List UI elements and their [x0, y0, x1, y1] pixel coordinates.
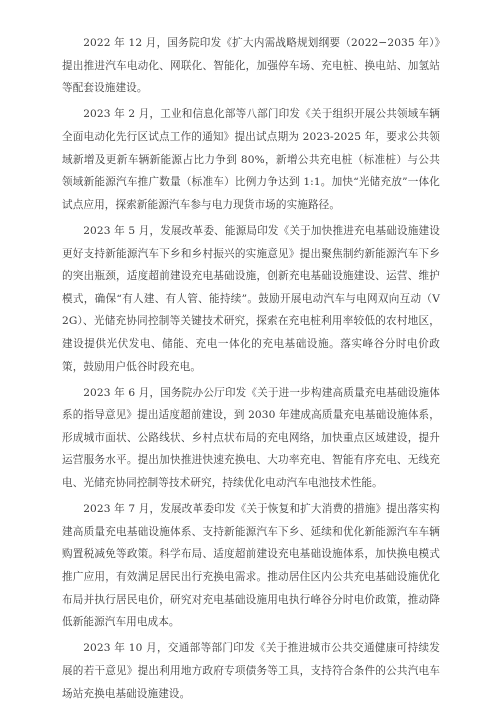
- policy-paragraph-2022-12: 2022 年 12 月，国务院印发《扩大内需战略规划纲要（2022−2035 年）》提出推进汽车电动化、网联化、智能化，加强停车场、充电桩、换电站、加氢站等配套设施建设。: [62, 37, 440, 95]
- policy-paragraph-2023-05: 2023 年 5 月，发展改革委、能源局印发《关于加快推进充电基础设施建设更好支持新能源汽车下乡和乡村振兴的实施意见》提出聚焦制约新能源汽车下乡的突出瓶颈，适度超前建设充电基础设施，创新充电基础设施建设、运营、维护模式，确保“有人建、有人管、能持续”。鼓励开展电动汽车与电网双向互动（V2G）、光储充协同控制等关键技术研究，探索在充电桩利用率较低的农村地区，建设提供光伏发电、储能、充电一体化的充电基础设施。落实峰谷分时电价政策，鼓励用户低谷时段充电。: [62, 224, 440, 373]
- policy-paragraph-2023-02: 2023 年 2 月，工业和信息化部等八部门印发《关于组织开展公共领域车辆全面电动化先行区试点工作的通知》提出试点期为 2023-2025 年，要求公共领域新增及更新车辆新能源占比力争到 80%，新增公共充电桩（标准桩）与公共领域新能源汽车推广数量（标准车）比例力争达到 1:1。加快“光储充放”一体化试点应用，探索新能源汽车参与电力现货市场的实施路径。: [62, 108, 440, 211]
- policy-paragraph-2023-07: 2023 年 7 月，发展改革委印发《关于恢复和扩大消费的措施》提出落实构建高质量充电基础设施体系、支持新能源汽车下乡、延续和优化新能源汽车车辆购置税减免等政策。科学布局、适度超前建设充电基础设施体系，加快换电模式推广应用，有效满足居民出行充换电需求。推动居住区内公共充电基础设施优化布局并执行居民电价，研究对充电基础设施用电执行峰谷分时电价政策，推动降低新能源汽车用电成本。: [62, 503, 440, 629]
- document-body: [62, 32, 440, 709]
- policy-paragraph-2023-06: 2023 年 6 月，国务院办公厅印发《关于进一步构建高质量充电基础设施体系的指导意见》提出适度超前建设，到 2030 年建成高质量充电基础设施体系，形成城市面状、公路线状、乡村点状布局的充电网络，加快重点区域建设，提升运营服务水平。提出加快推进快速充换电、大功率充电、智能有序充电、无线充电、光储充协同控制等技术研究，持续优化电动汽车电池技术性能。: [62, 386, 440, 490]
- policy-paragraph-2023-10: 2023 年 10 月，交通部等部门印发《关于推进城市公共交通健康可持续发展的若干意见》提出利用地方政府专项债务等工具，支持符合条件的公共汽电车场站充换电基础设施建设。: [62, 642, 440, 700]
